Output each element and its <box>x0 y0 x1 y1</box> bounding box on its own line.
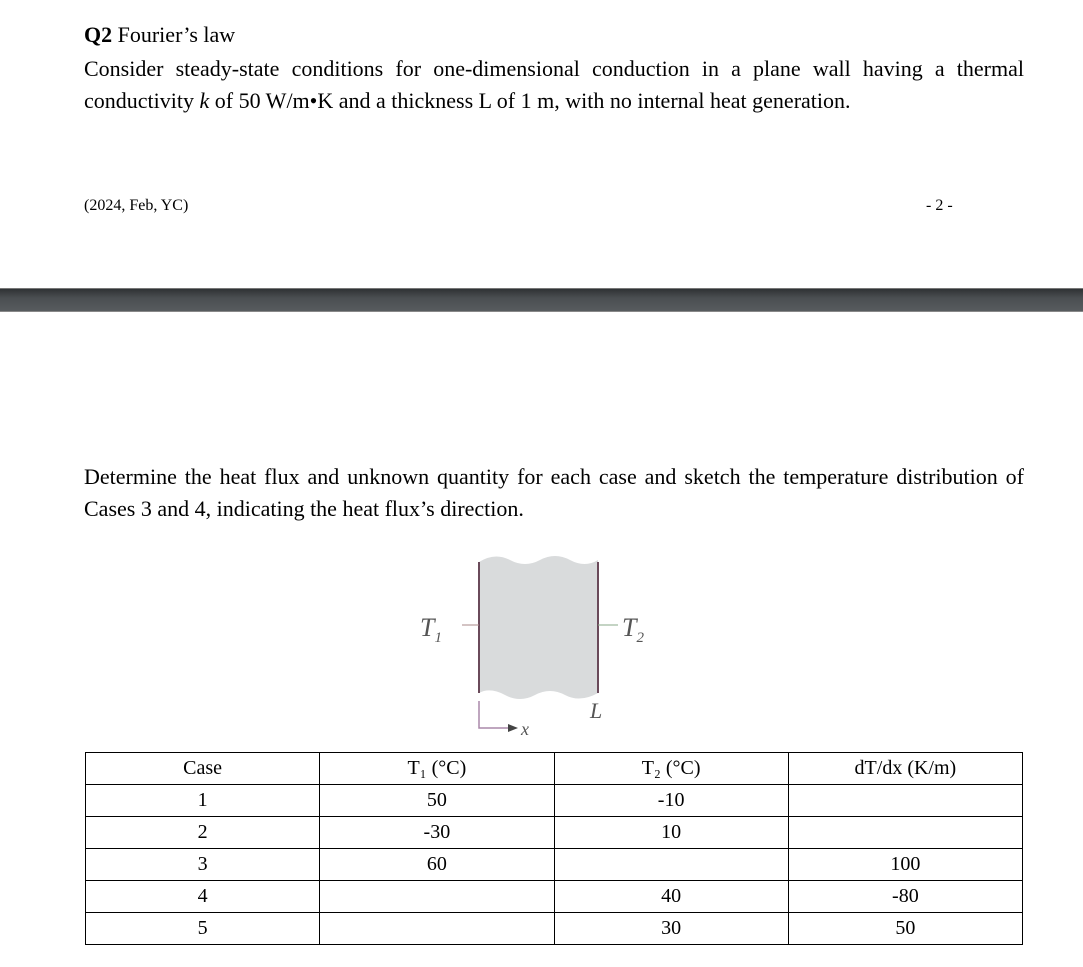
plane-wall-figure <box>400 548 700 738</box>
cell: 40 <box>554 881 788 913</box>
problem-statement <box>84 53 1024 117</box>
cases-table <box>85 752 1023 945</box>
wall-shape <box>479 556 598 699</box>
x-label: x <box>521 719 529 738</box>
header-cell: T₁ (°C) <box>320 753 554 785</box>
table-row <box>86 913 1023 945</box>
statement-part: of 50 W/m•K and a thickness L of 1 m, with no internal heat generation. <box>209 88 851 113</box>
cell: 50 <box>788 913 1022 945</box>
cell: 50 <box>320 785 554 817</box>
cell: 3 <box>86 849 320 881</box>
table-row <box>86 817 1023 849</box>
cell <box>320 913 554 945</box>
k-symbol: k <box>199 88 210 113</box>
cell <box>788 785 1022 817</box>
header-cell: T₂ (°C) <box>554 753 788 785</box>
question-number: Q2 <box>84 22 113 47</box>
table-row <box>86 785 1023 817</box>
cell <box>788 817 1022 849</box>
cell: -10 <box>554 785 788 817</box>
page-number: - 2 - <box>926 197 953 214</box>
table-row <box>86 849 1023 881</box>
l-label: L <box>590 698 603 723</box>
cell: -30 <box>320 817 554 849</box>
cell: 4 <box>86 881 320 913</box>
cell: -80 <box>788 881 1022 913</box>
cell: 5 <box>86 913 320 945</box>
cell: 60 <box>320 849 554 881</box>
statement-part: Consider steady-state conditions for one-dimensional conduction in a plane wall having a thermal conductivity <box>84 56 1024 113</box>
cell: 100 <box>788 849 1022 881</box>
cell: 1 <box>86 785 320 817</box>
question-title-text: Fourier’s law <box>117 22 236 47</box>
footer-source: (2024, Feb, YC) <box>84 197 189 214</box>
instruction-text: Determine the heat flux and unknown quantity for each case and sketch the temperature distribution of Cases 3 and 4, indicating the heat flux’s direction. <box>84 464 1024 521</box>
question-title <box>84 22 235 48</box>
x-axis-arrow <box>479 701 508 728</box>
header-cell: Case <box>86 753 320 785</box>
table-header-row <box>86 753 1023 785</box>
cell: 10 <box>554 817 788 849</box>
t2-label: $T_2$ <box>622 613 644 646</box>
cell <box>320 881 554 913</box>
t1-label: $T_1$ <box>420 613 442 646</box>
x-arrow-head <box>508 724 518 732</box>
cell: 2 <box>86 817 320 849</box>
cell <box>554 849 788 881</box>
table-row <box>86 881 1023 913</box>
header-cell: dT/dx (K/m) <box>788 753 1022 785</box>
cell: 30 <box>554 913 788 945</box>
page-separator <box>0 288 1083 312</box>
